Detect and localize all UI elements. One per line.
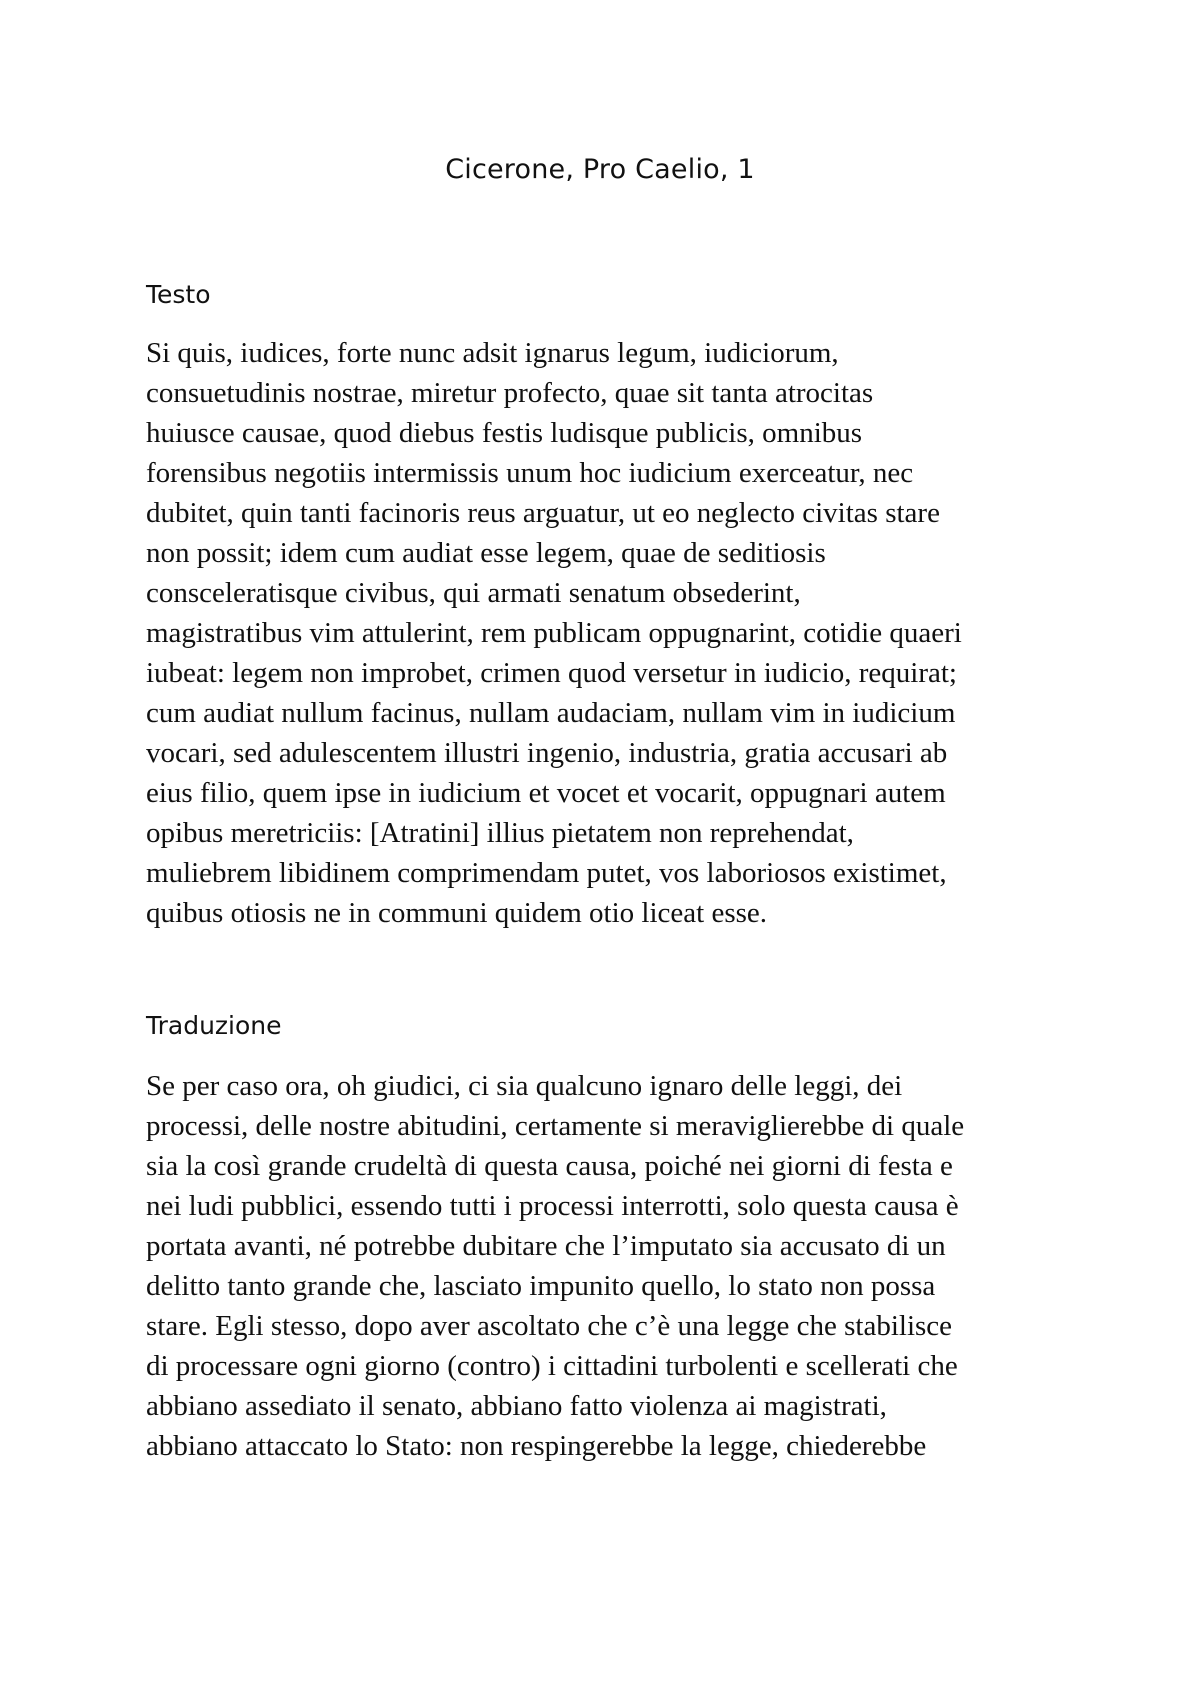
text-line: Se per caso ora, oh giudici, ci sia qualcuno ignaro delle leggi, dei bbox=[146, 1070, 903, 1102]
text-line: Si quis, iudices, forte nunc adsit ignarus legum, iudiciorum, bbox=[146, 337, 839, 369]
text-line: muliebrem libidinem comprimendam putet, vos laboriosos existimet, bbox=[146, 857, 947, 889]
text-line: stare. Egli stesso, dopo aver ascoltato che c’è una legge che stabilisce bbox=[146, 1310, 953, 1342]
page-title: Cicerone, Pro Caelio, 1 bbox=[445, 154, 755, 185]
text-line: vocari, sed adulescentem illustri ingenio, industria, gratia accusari ab bbox=[146, 737, 948, 769]
text-line: delitto tanto grande che, lasciato impunito quello, lo stato non possa bbox=[146, 1270, 936, 1302]
text-line: eius filio, quem ipse in iudicium et vocet et vocarit, oppugnari autem bbox=[146, 777, 946, 809]
text-line: huiusce causae, quod diebus festis ludisque publicis, omnibus bbox=[146, 417, 863, 449]
text-line: quibus otiosis ne in communi quidem otio liceat esse. bbox=[146, 897, 768, 929]
translation-text-body bbox=[146, 1066, 964, 1466]
text-line: non possit; idem cum audiat esse legem, quae de seditiosis bbox=[146, 537, 826, 569]
text-line: opibus meretriciis: [Atratini] illius pietatem non reprehendat, bbox=[146, 817, 854, 849]
text-line: portata avanti, né potrebbe dubitare che l’imputato sia accusato di un bbox=[146, 1230, 946, 1262]
latin-text-body bbox=[146, 333, 962, 933]
text-line: consceleratisque civibus, qui armati senatum obsederint, bbox=[146, 577, 801, 609]
text-line: abbiano attaccato lo Stato: non respingerebbe la legge, chiederebbe bbox=[146, 1430, 927, 1462]
section-heading-testo: Testo bbox=[146, 280, 211, 309]
text-line: abbiano assediato il senato, abbiano fatto violenza ai magistrati, bbox=[146, 1390, 887, 1422]
text-line: sia la così grande crudeltà di questa causa, poiché nei giorni di festa e bbox=[146, 1150, 953, 1182]
text-line: nei ludi pubblici, essendo tutti i processi interrotti, solo questa causa è bbox=[146, 1190, 959, 1222]
text-line: forensibus negotiis intermissis unum hoc iudicium exerceatur, nec bbox=[146, 457, 914, 489]
text-line: di processare ogni giorno (contro) i cittadini turbolenti e scellerati che bbox=[146, 1350, 958, 1382]
text-line: iubeat: legem non improbet, crimen quod versetur in iudicio, requirat; bbox=[146, 657, 957, 689]
text-line: processi, delle nostre abitudini, certamente si meraviglierebbe di quale bbox=[146, 1110, 965, 1142]
text-line: dubitet, quin tanti facinoris reus arguatur, ut eo neglecto civitas stare bbox=[146, 497, 940, 529]
text-line: magistratibus vim attulerint, rem publicam oppugnarint, cotidie quaeri bbox=[146, 617, 962, 649]
text-line: cum audiat nullum facinus, nullam audaciam, nullam vim in iudicium bbox=[146, 697, 956, 729]
text-line: consuetudinis nostrae, miretur profecto, quae sit tanta atrocitas bbox=[146, 377, 874, 409]
section-heading-traduzione: Traduzione bbox=[146, 1011, 282, 1040]
